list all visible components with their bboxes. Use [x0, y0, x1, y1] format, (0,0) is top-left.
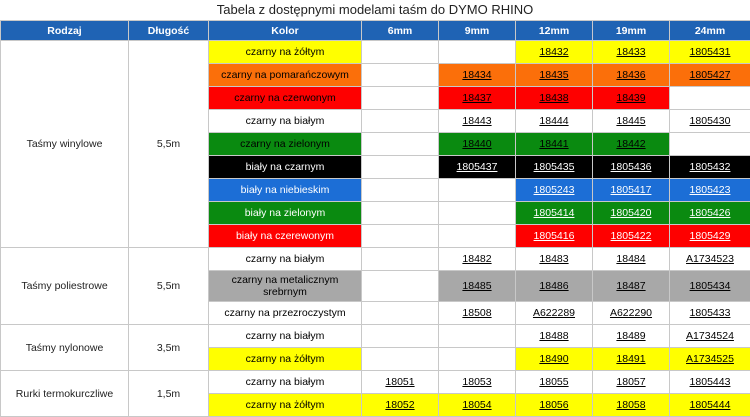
model-code-link[interactable]: 1805443	[670, 371, 750, 394]
empty-cell	[362, 202, 439, 225]
empty-cell	[362, 325, 439, 348]
model-code-link[interactable]: 18483	[516, 248, 593, 271]
model-code-link[interactable]: 1805426	[670, 202, 750, 225]
model-code-link[interactable]: 18054	[439, 394, 516, 417]
model-code-link[interactable]: 18058	[593, 394, 670, 417]
header-6mm: 6mm	[362, 21, 439, 41]
color-label-cell: biały na zielonym	[209, 202, 362, 225]
model-code-link[interactable]: 18433	[593, 41, 670, 64]
model-code-link[interactable]: 1805243	[516, 179, 593, 202]
model-code-link[interactable]: 18488	[516, 325, 593, 348]
model-code-link[interactable]: 1805444	[670, 394, 750, 417]
model-code-link[interactable]: 1805434	[670, 271, 750, 302]
header-rodzaj: Rodzaj	[1, 21, 129, 41]
header-24mm: 24mm	[670, 21, 750, 41]
length-cell: 5,5m	[129, 41, 209, 248]
empty-cell	[362, 133, 439, 156]
model-code-link[interactable]: 1805435	[516, 156, 593, 179]
empty-cell	[362, 87, 439, 110]
model-code-link[interactable]: 1805417	[593, 179, 670, 202]
color-label-cell: biały na czarnym	[209, 156, 362, 179]
model-code-link[interactable]: 18432	[516, 41, 593, 64]
color-label-cell: biały na czerewonym	[209, 225, 362, 248]
color-label-cell: czarny na żółtym	[209, 348, 362, 371]
color-label-cell: czarny na białym	[209, 371, 362, 394]
model-code-link[interactable]: 1805422	[593, 225, 670, 248]
color-label-cell: czarny na pomarańczowym	[209, 64, 362, 87]
model-code-link[interactable]: 18437	[439, 87, 516, 110]
empty-cell	[362, 302, 439, 325]
empty-cell	[362, 248, 439, 271]
header-12mm: 12mm	[516, 21, 593, 41]
category-cell: Rurki termokurczliwe	[1, 371, 129, 417]
length-cell: 1,5m	[129, 371, 209, 417]
model-code-link[interactable]: 18055	[516, 371, 593, 394]
empty-cell	[362, 156, 439, 179]
model-code-link[interactable]: 18489	[593, 325, 670, 348]
table-row	[1, 371, 750, 394]
model-code-link[interactable]: 18444	[516, 110, 593, 133]
table-row	[1, 325, 750, 348]
model-code-link[interactable]: 1805429	[670, 225, 750, 248]
model-code-link[interactable]: 1805432	[670, 156, 750, 179]
model-code-link[interactable]: 18436	[593, 64, 670, 87]
empty-cell	[439, 348, 516, 371]
model-code-link[interactable]: 18439	[593, 87, 670, 110]
header-19mm: 19mm	[593, 21, 670, 41]
model-code-link[interactable]: 1805433	[670, 302, 750, 325]
model-code-link[interactable]: 18056	[516, 394, 593, 417]
model-code-link[interactable]: 18485	[439, 271, 516, 302]
model-code-link[interactable]: 18486	[516, 271, 593, 302]
empty-cell	[362, 179, 439, 202]
tape-models-table	[0, 20, 750, 417]
model-code-link[interactable]: 18482	[439, 248, 516, 271]
length-cell: 5,5m	[129, 248, 209, 325]
model-code-link[interactable]: A1734524	[670, 325, 750, 348]
model-code-link[interactable]: 1805414	[516, 202, 593, 225]
model-code-link[interactable]: 18053	[439, 371, 516, 394]
model-code-link[interactable]: 1805437	[439, 156, 516, 179]
color-label-cell: czarny na białym	[209, 325, 362, 348]
color-label-cell: biały na niebieskim	[209, 179, 362, 202]
empty-cell	[439, 202, 516, 225]
model-code-link[interactable]: 18440	[439, 133, 516, 156]
color-label-cell: czarny na zielonym	[209, 133, 362, 156]
empty-cell	[439, 325, 516, 348]
header-row	[1, 21, 750, 41]
color-label-cell: czarny na metalicznym srebrnym	[209, 271, 362, 302]
length-cell: 3,5m	[129, 325, 209, 371]
model-code-link[interactable]: 1805420	[593, 202, 670, 225]
model-code-link[interactable]: 18438	[516, 87, 593, 110]
empty-cell	[362, 64, 439, 87]
empty-cell	[362, 110, 439, 133]
model-code-link[interactable]: 18487	[593, 271, 670, 302]
category-cell: Taśmy poliestrowe	[1, 248, 129, 325]
empty-cell	[670, 133, 750, 156]
color-label-cell: czarny na żółtym	[209, 394, 362, 417]
empty-cell	[362, 41, 439, 64]
model-code-link[interactable]: 1805430	[670, 110, 750, 133]
header-dlugosc: Długość	[129, 21, 209, 41]
page-title: Tabela z dostępnymi modelami taśm do DYMO RHINO	[0, 0, 750, 20]
model-code-link[interactable]: 1805427	[670, 64, 750, 87]
model-code-link[interactable]: 1805431	[670, 41, 750, 64]
model-code-link[interactable]: 1805423	[670, 179, 750, 202]
table-body	[1, 41, 750, 417]
color-label-cell: czarny na przezroczystym	[209, 302, 362, 325]
model-code-link[interactable]: 18443	[439, 110, 516, 133]
model-code-link[interactable]: 18445	[593, 110, 670, 133]
category-cell: Taśmy nylonowe	[1, 325, 129, 371]
color-label-cell: czarny na białym	[209, 110, 362, 133]
model-code-link[interactable]: 18484	[593, 248, 670, 271]
table-row	[1, 41, 750, 64]
color-label-cell: czarny na czerwonym	[209, 87, 362, 110]
color-label-cell: czarny na białym	[209, 248, 362, 271]
model-code-link[interactable]: A622290	[593, 302, 670, 325]
model-code-link[interactable]: A622289	[516, 302, 593, 325]
model-code-link[interactable]: 18491	[593, 348, 670, 371]
color-label-cell: czarny na żółtym	[209, 41, 362, 64]
empty-cell	[439, 225, 516, 248]
empty-cell	[439, 179, 516, 202]
empty-cell	[362, 348, 439, 371]
model-code-link[interactable]: 18435	[516, 64, 593, 87]
header-9mm: 9mm	[439, 21, 516, 41]
model-code-link[interactable]: 18057	[593, 371, 670, 394]
model-code-link[interactable]: 18052	[362, 394, 439, 417]
model-code-link[interactable]: 18441	[516, 133, 593, 156]
empty-cell	[362, 225, 439, 248]
model-code-link[interactable]: 1805416	[516, 225, 593, 248]
model-code-link[interactable]: 18434	[439, 64, 516, 87]
category-cell: Taśmy winylowe	[1, 41, 129, 248]
header-kolor: Kolor	[209, 21, 362, 41]
model-code-link[interactable]: 18490	[516, 348, 593, 371]
empty-cell	[670, 87, 750, 110]
model-code-link[interactable]: 1805436	[593, 156, 670, 179]
model-code-link[interactable]: A1734525	[670, 348, 750, 371]
model-code-link[interactable]: 18442	[593, 133, 670, 156]
model-code-link[interactable]: 18508	[439, 302, 516, 325]
model-code-link[interactable]: A1734523	[670, 248, 750, 271]
model-code-link[interactable]: 18051	[362, 371, 439, 394]
table-row	[1, 248, 750, 271]
empty-cell	[439, 41, 516, 64]
empty-cell	[362, 271, 439, 302]
